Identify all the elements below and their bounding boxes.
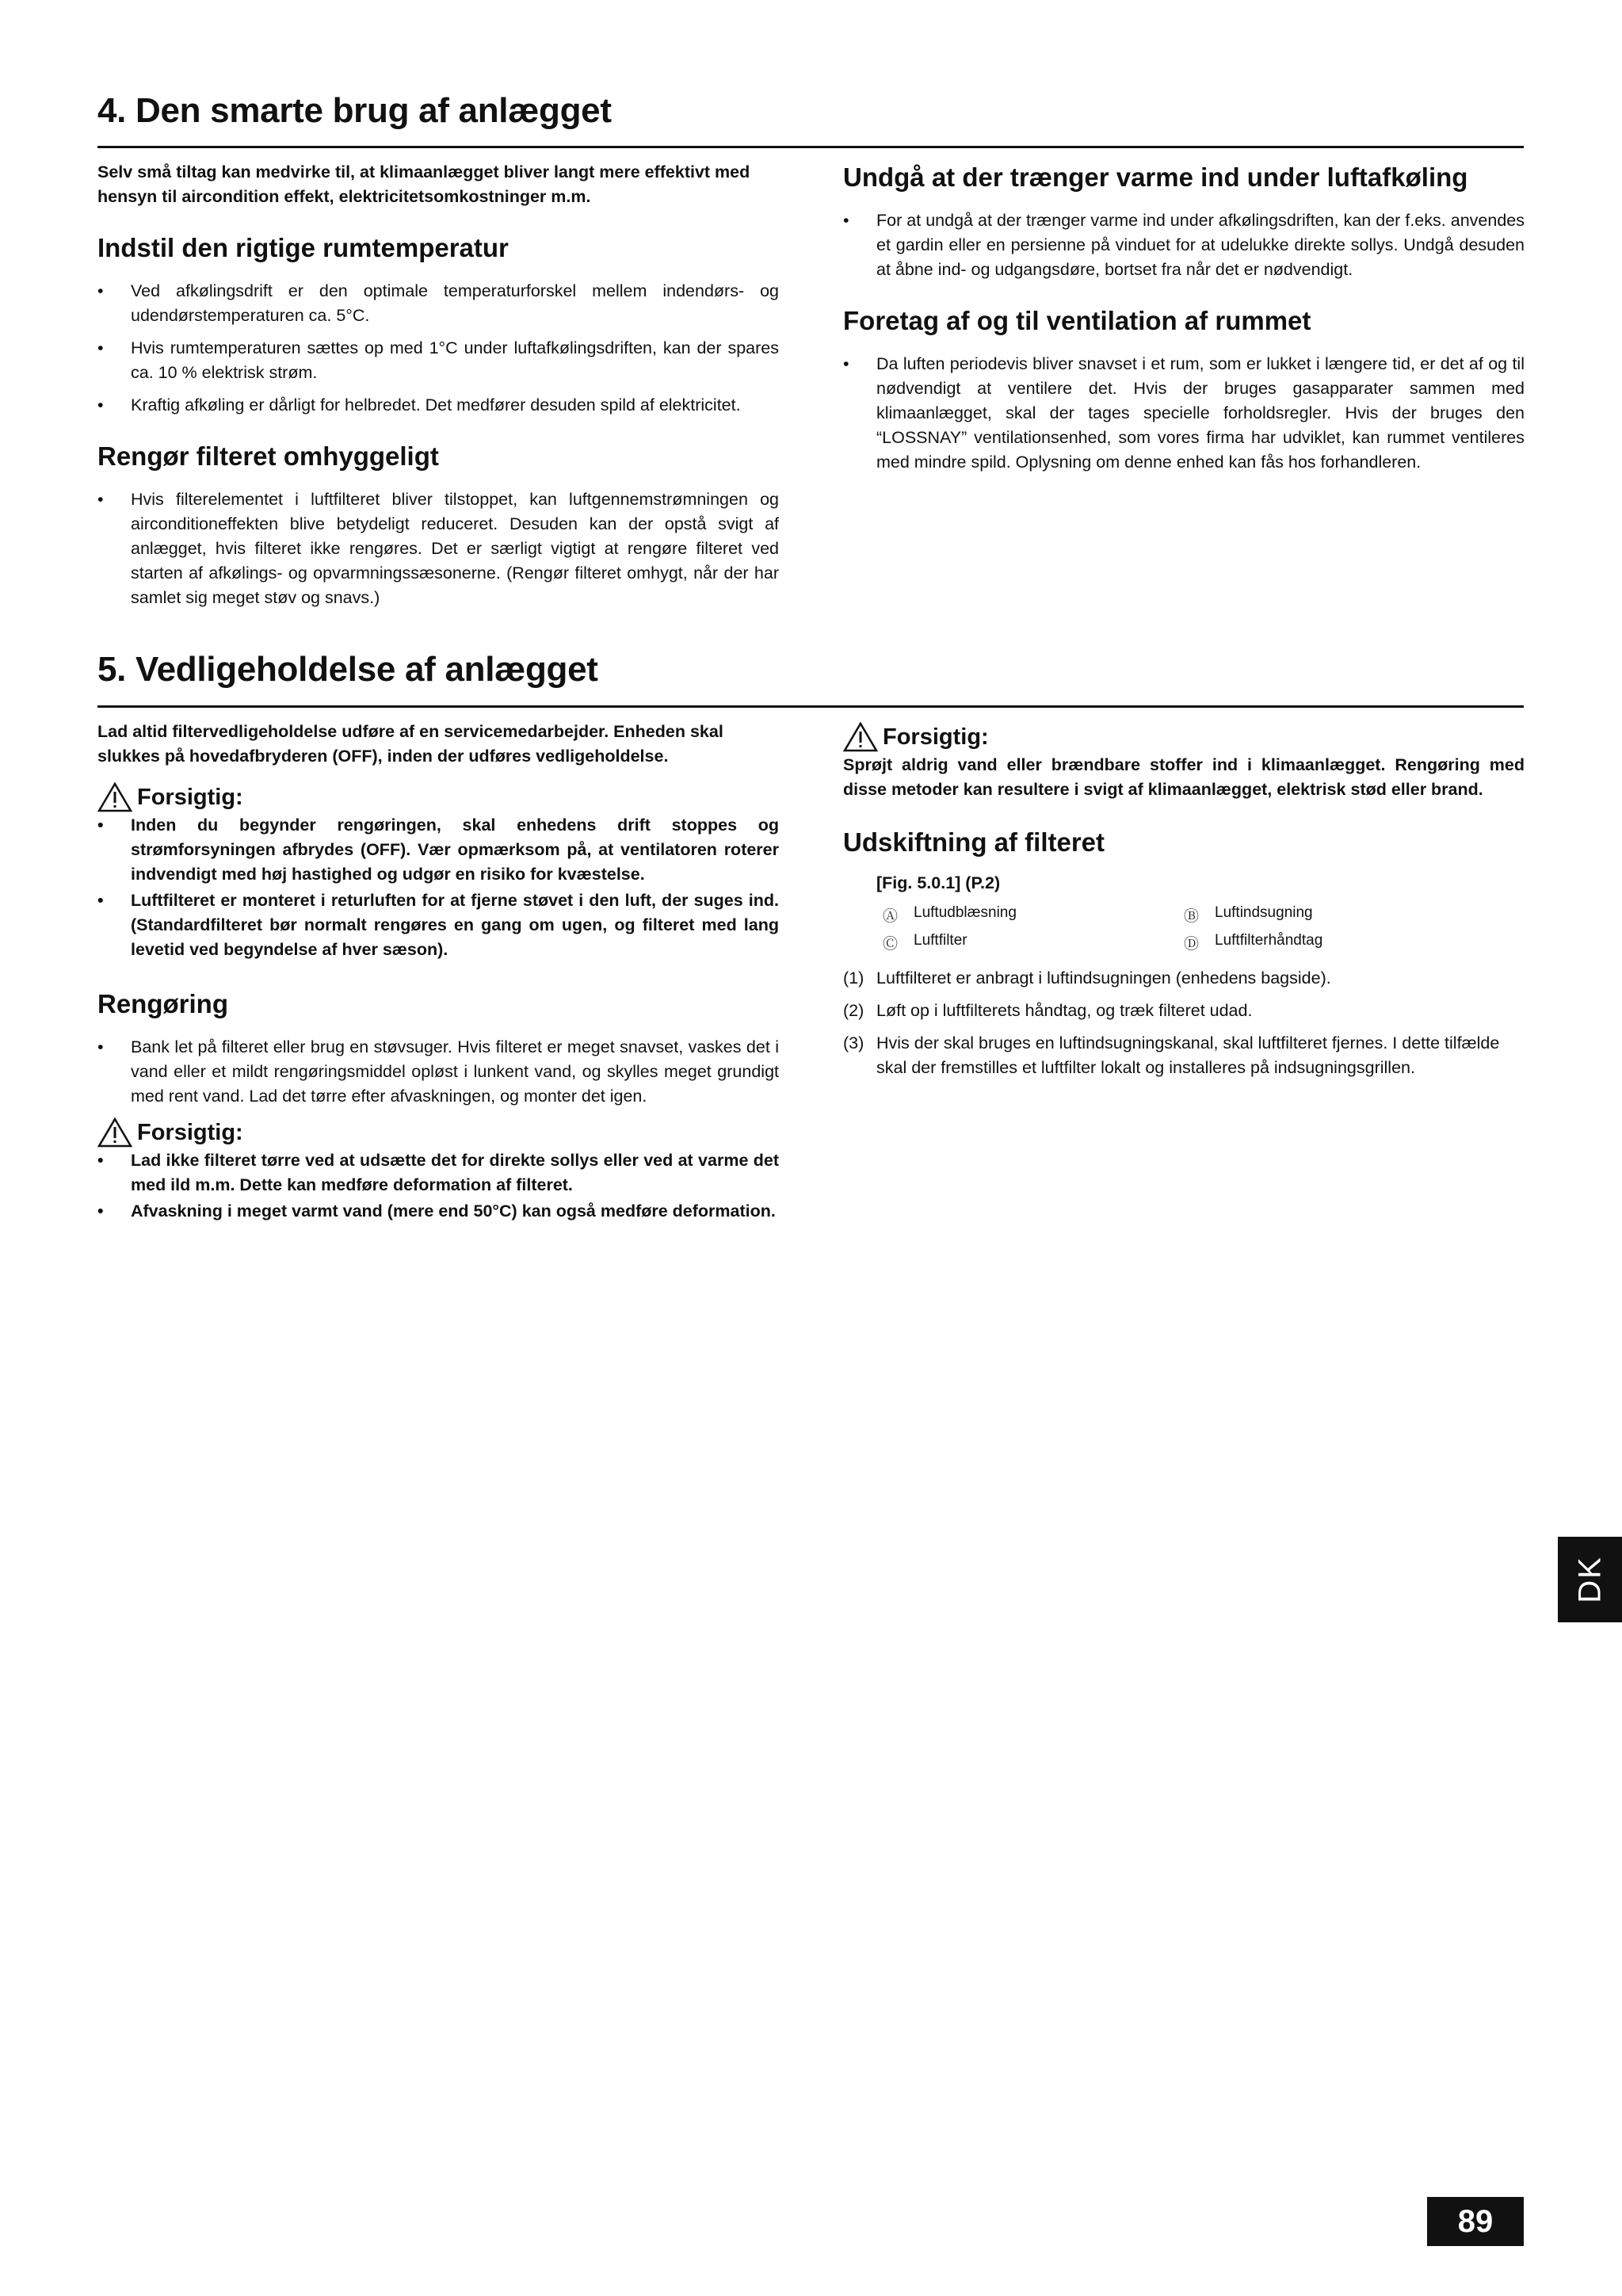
caution-list: [97, 1148, 779, 1224]
list-item: (3) Hvis der skal bruges en luftindsugningskanal, skal luftfilteret fjernes. I dette tilfælde skal der fremstilles et luftfilter lokalt og installeres på indsugningsgrillen.: [843, 1033, 1500, 1077]
list-item: • Inden du begynder rengøringen, skal enhedens drift stoppes og strømforsyningen afbrydes (OFF). Vær opmærksom på, at ventilatoren roterer indvendigt med høj hastighed og udgør en risiko for kvæstelse.: [97, 813, 779, 887]
list-item: • For at undgå at der trænger varme ind under afkølingsdriften, kan der f.eks. anvendes et gardin eller en persienne på vinduet for at udelukke direkte sollys. Undgå desuden at åbne ind- og udgangsdøre, bortset fra når det er nødvendigt.: [843, 208, 1525, 282]
list-item: • Kraftig afkøling er dårligt for helbredet. Det medfører desuden spild af elektricitet.: [97, 393, 779, 418]
caution-list: [97, 813, 779, 962]
replace-steps: [843, 966, 1525, 1080]
warning-icon: [97, 781, 132, 813]
section-4-title: 4. Den smarte brug af anlægget: [97, 91, 612, 130]
list-item: • Lad ikke filteret tørre ved at udsætte det for direkte sollys eller ved at varme det med ild m.m. Dette kan medføre deformation af filteret.: [97, 1148, 779, 1198]
caution-heading: [843, 721, 1525, 753]
warning-icon: [97, 1117, 132, 1148]
list-item: (2) Løft op i luftfilterets håndtag, og træk filteret udad.: [843, 1001, 1253, 1020]
language-tab: DK: [1558, 1537, 1622, 1622]
s4-right-column: [843, 162, 1525, 483]
list-item: • Hvis filterelementet i luftfilteret bliver tilstoppet, kan luftgennemstrømningen og airconditioneffekten blive betydeligt reduceret. Desuden kan der opstå svigt af anlægget, hvis filteret ikke rengøres. Det er særligt vigtigt at rengøre filteret ved starten af afkølings- og opvarmningssæsonerne. (Rengør filteret omhygt, når der har samlet sig meget støv og snavs.): [97, 487, 779, 610]
caution-heading: [97, 781, 779, 813]
caution-label: Forsigtig:: [137, 1119, 243, 1145]
page-number: 89: [1427, 2197, 1524, 2246]
section-4-rule: [97, 146, 1524, 148]
legend-item: Ⓒ Luftfilter: [883, 932, 967, 953]
section-5-title: 5. Vedligeholdelse af anlægget: [97, 650, 598, 689]
filter-list: [97, 487, 779, 610]
temp-list: [97, 279, 779, 418]
caution-heading: [97, 1117, 779, 1148]
figure-legend: [883, 904, 1525, 953]
heat-list: [843, 208, 1525, 282]
replace-heading: Udskiftning af filteret: [843, 827, 1105, 857]
legend-item: Ⓑ Luftindsugning: [1184, 904, 1313, 925]
vent-list: [843, 352, 1525, 475]
list-item: • Ved afkølingsdrift er den optimale temperaturforskel mellem indendørs- og udendørstemperaturen ca. 5°C.: [97, 279, 779, 328]
list-item: • Hvis rumtemperaturen sættes op med 1°C under luftafkølingsdriften, kan der spares ca. 10 % elektrisk strøm.: [97, 336, 779, 385]
figure-reference: [Fig. 5.0.1] (P.2): [876, 873, 1001, 892]
s5-lead: Lad altid filtervedligeholdelse udføre af en servicemedarbejder. Enheden skal slukkes på hovedafbryderen (OFF), inden der udføres vedligeholdelse.: [97, 722, 723, 766]
legend-item: Ⓓ Luftfilterhåndtag: [1184, 932, 1323, 953]
list-item: • Afvaskning i meget varmt vand (mere end 50°C) kan også medføre deformation.: [97, 1199, 779, 1224]
s4-lead: Selv små tiltag kan medvirke til, at klimaanlægget bliver langt mere effektivt med hensyn til aircondition effekt, elektricitetsomkostninger m.m.: [97, 162, 750, 206]
s4-left-column: [97, 160, 779, 618]
s5-left-column: [97, 720, 779, 1225]
list-item: (1) Luftfilteret er anbragt i luftindsugningen (enhedens bagside).: [843, 968, 1331, 988]
heat-heading: Undgå at der trænger varme ind under luftafkøling: [843, 162, 1468, 192]
cleaning-list: [97, 1035, 779, 1109]
section-5-rule: [97, 705, 1524, 708]
vent-heading: Foretag af og til ventilation af rummet: [843, 306, 1311, 335]
legend-item: Ⓐ Luftudblæsning: [883, 904, 1017, 925]
cleaning-heading: Rengøring: [97, 989, 228, 1018]
list-item: • Bank let på filteret eller brug en støvsuger. Hvis filteret er meget snavset, vaskes det i vand eller et mildt rengøringsmiddel opløst i lunkent vand, og skylles meget grundigt med rent vand. Lad det tørre efter afvaskningen, og monter det igen.: [97, 1035, 779, 1109]
caution-label: Forsigtig:: [137, 784, 243, 810]
caution-text: Sprøjt aldrig vand eller brændbare stoffer ind i klimaanlægget. Rengøring med disse metoder kan resultere i svigt af klimaanlægget, elektrisk stød eller brand.: [843, 755, 1525, 799]
list-item: • Luftfilteret er monteret i returluften for at fjerne støvet i den luft, der suges ind. (Standardfilteret bør normalt rengøres en gang om ugen, og filteret med lang levetid ved begyndelse af hver sæson).: [97, 888, 779, 962]
list-item: • Da luften periodevis bliver snavset i et rum, som er lukket i længere tid, er det af og til nødvendigt at ventilere det. Hvis der bruges gasapparater sammen med klimaanlægget, skal der tages specielle forholdsregler. Hvis der bruges den “LOSSNAY” ventilationsenhed, som vores firma har udviklet, kan rummet ventileres med mindre spild. Oplysning om denne enhed kan fås hos forhandleren.: [843, 352, 1525, 475]
temp-heading: Indstil den rigtige rumtemperatur: [97, 233, 509, 262]
caution-label: Forsigtig:: [883, 724, 989, 750]
warning-icon: [843, 721, 878, 753]
filter-heading: Rengør filteret omhyggeligt: [97, 441, 439, 471]
s5-right-column: [843, 721, 1525, 1088]
